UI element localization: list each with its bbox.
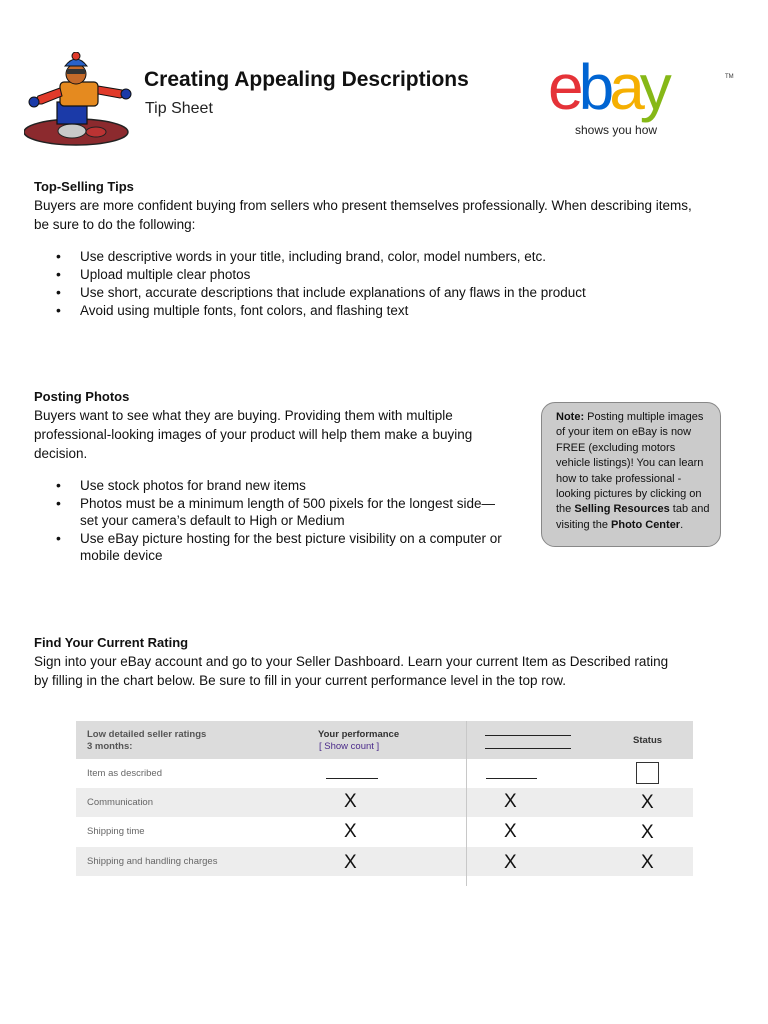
page-title: Creating Appealing Descriptions xyxy=(144,68,469,91)
rating-intro-line-1: Sign into your eBay account and go to your Seller Dashboard. Learn your current Item as Described rating xyxy=(34,654,669,669)
posting-photos-intro-line-2: professional-looking images of your product will help them make a buying xyxy=(34,427,473,442)
status-checkbox[interactable] xyxy=(636,762,659,784)
row-label: Communication xyxy=(87,797,153,808)
fill-in-blank[interactable] xyxy=(486,778,537,779)
svg-text:ebay xyxy=(548,54,672,123)
ebay-logo xyxy=(548,54,744,138)
list-item: • Photos must be a minimum length of 500 pixels for the longest side— set your camera’s default to High or Medium xyxy=(34,495,502,529)
list-item: • Use eBay picture hosting for the best picture visibility on a computer or mobile device xyxy=(34,530,502,564)
list-item: • Use short, accurate descriptions that include explanations of any flaws in the product xyxy=(34,284,586,301)
row-label: Item as described xyxy=(87,768,162,779)
note-callout: Note: Posting multiple images of your item on eBay is now FREE (excluding motors vehicle listings)! You can learn how to take professional -looking pictures by clicking on the Selling Resources tab and visiting the Photo Center. xyxy=(541,402,721,547)
table-row xyxy=(76,759,693,788)
header-label-2: 3 months: xyxy=(87,741,133,752)
logo-tm: TM xyxy=(725,74,734,80)
posting-photos-list xyxy=(34,477,502,565)
table-header-row xyxy=(76,721,693,759)
show-count-link[interactable]: [ Show count ] xyxy=(319,741,380,752)
fill-in-blank[interactable] xyxy=(326,778,378,779)
x-mark: X xyxy=(641,792,654,813)
status-header: Status xyxy=(633,735,663,746)
snowboarder-mascot-image xyxy=(24,52,136,148)
x-mark: X xyxy=(344,852,357,873)
rating-heading: Find Your Current Rating xyxy=(34,635,189,650)
x-mark: X xyxy=(504,791,517,812)
top-selling-intro-line-2: be sure to do the following: xyxy=(34,217,196,232)
x-mark: X xyxy=(504,821,517,842)
column-divider xyxy=(466,721,467,886)
row-label: Shipping and handling charges xyxy=(87,856,218,867)
table-row xyxy=(76,817,693,846)
blank-line xyxy=(485,735,571,736)
rating-intro-line-2: by filling in the chart below. Be sure to fill in your current performance level in the top row. xyxy=(34,673,567,688)
row-label: Shipping time xyxy=(87,826,145,837)
x-mark: X xyxy=(504,852,517,873)
header-label-1: Low detailed seller ratings xyxy=(87,729,207,740)
list-item: • Upload multiple clear photos xyxy=(34,266,586,283)
logo-letter-e: e xyxy=(548,54,579,123)
top-selling-list xyxy=(34,248,586,320)
posting-photos-heading: Posting Photos xyxy=(34,389,130,404)
your-performance-header: Your performance xyxy=(318,729,400,740)
x-mark: X xyxy=(344,821,357,842)
list-item: • Use descriptive words in your title, including brand, color, model numbers, etc. xyxy=(34,248,586,265)
table-row xyxy=(76,847,693,876)
logo-letter-b: b xyxy=(578,54,610,123)
selling-resources-link[interactable]: Selling Resources xyxy=(574,503,670,516)
x-mark: X xyxy=(344,791,357,812)
logo-letter-y: y xyxy=(639,54,667,123)
x-mark: X xyxy=(641,822,654,843)
logo-letter-a: a xyxy=(609,54,640,123)
top-selling-intro-line-1: Buyers are more confident buying from sellers who present themselves professionally. When describing items, xyxy=(34,198,692,213)
x-mark: X xyxy=(641,852,654,873)
posting-photos-intro-line-1: Buyers want to see what they are buying. Providing them with multiple xyxy=(34,408,453,423)
page-subtitle: Tip Sheet xyxy=(145,100,213,117)
blank-line xyxy=(485,748,571,749)
table-row xyxy=(76,788,693,817)
list-item: • Avoid using multiple fonts, font colors, and flashing text xyxy=(34,302,586,319)
top-selling-heading: Top-Selling Tips xyxy=(34,179,134,194)
logo-tagline: shows you how xyxy=(575,123,658,137)
photo-center-link[interactable]: Photo Center xyxy=(611,518,681,531)
list-item: • Use stock photos for brand new items xyxy=(34,477,502,494)
ratings-table xyxy=(76,721,693,886)
note-label: Note: xyxy=(556,411,585,423)
posting-photos-intro-line-3: decision. xyxy=(34,446,88,461)
